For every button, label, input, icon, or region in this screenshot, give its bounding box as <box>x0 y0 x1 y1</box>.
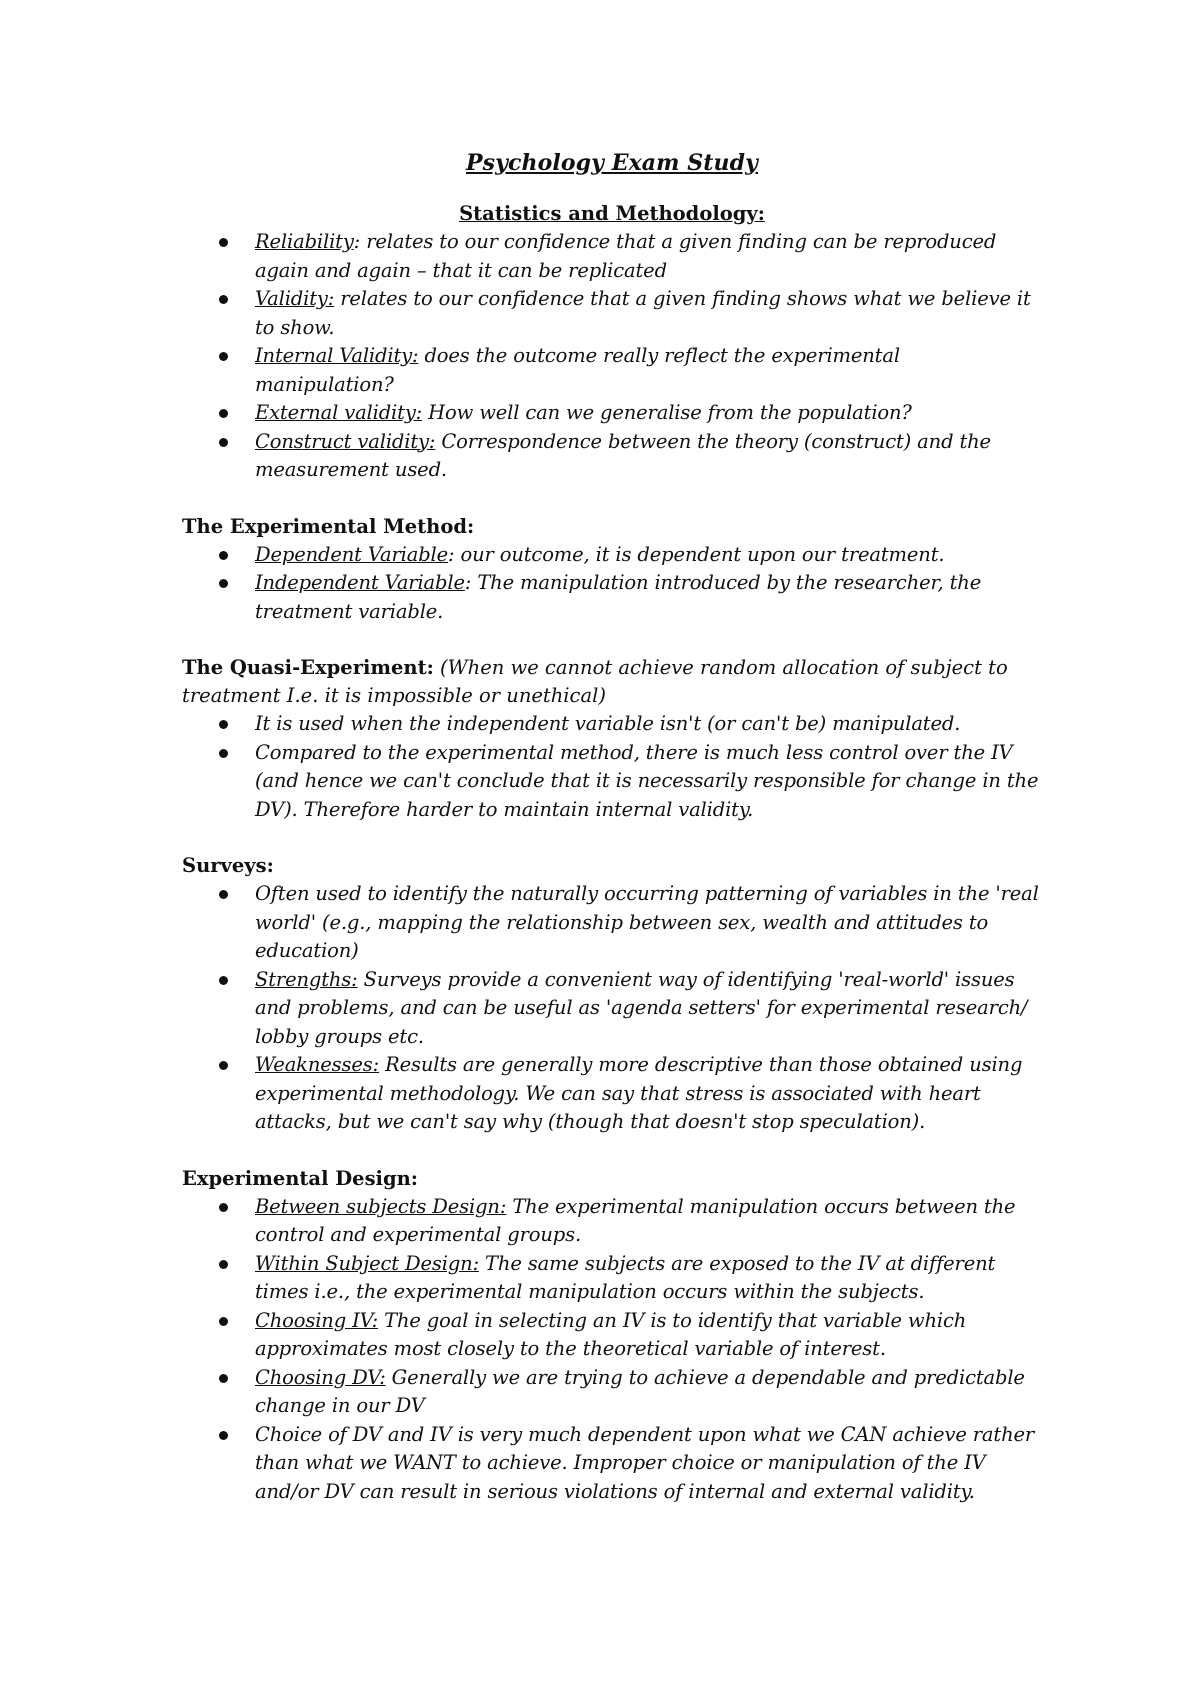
list-item <box>182 739 1042 825</box>
list-item <box>182 342 1042 399</box>
list-item <box>182 541 1042 570</box>
item-text: relates to our confidence that a given finding can be reproduced again and again – that it can be replicated <box>255 230 997 282</box>
document-body <box>182 200 1042 1506</box>
bullet-list <box>182 1193 1042 1507</box>
term-label: Reliability <box>255 230 354 253</box>
section-heading <box>182 513 1042 541</box>
item-text: It is used when the independent variable isn't (or can't be) manipulated. <box>255 712 961 735</box>
bullet-icon <box>219 1374 228 1383</box>
term-separator: : <box>448 542 455 566</box>
bullet-icon <box>219 890 228 899</box>
item-text: Results are generally more descriptive than those obtained using experimental methodology. We can say that stress is associated with heart attacks, but we can't say why (though that doesn't stop speculation). <box>255 1053 1023 1133</box>
item-text: does the outcome really reflect the experimental manipulation? <box>255 344 900 396</box>
section-heading <box>182 852 1042 880</box>
list-item <box>182 1421 1042 1507</box>
list-item <box>182 880 1042 966</box>
section-heading <box>182 200 1042 228</box>
list-item <box>182 428 1042 485</box>
item-text: Surveys provide a convenient way of identifying 'real-world' issues and problems, and can be useful as 'agenda setters' for experimental research/ lobby groups etc. <box>255 967 1028 1048</box>
item-text: Generally we are trying to achieve a dependable and predictable change in our DV <box>255 1365 1025 1417</box>
section <box>182 513 1042 627</box>
item-text: our outcome, it is dependent upon our treatment. <box>454 542 945 566</box>
section-heading-text: The Quasi-Experiment: <box>182 656 434 679</box>
bullet-icon <box>219 749 228 758</box>
list-item <box>182 228 1042 285</box>
list-item <box>182 569 1042 626</box>
list-item <box>182 1307 1042 1364</box>
section-heading <box>182 654 1042 710</box>
bullet-icon <box>219 976 228 985</box>
item-text: Choice of DV and IV is very much dependent upon what we CAN achieve rather than what we WANT to achieve. Improper choice or manipulation of the IV and/or DV can result in serious violations of internal and external validity. <box>255 1422 1035 1503</box>
list-item <box>182 710 1042 739</box>
section-heading-text: Statistics and Methodology: <box>459 202 765 225</box>
item-text: The goal in selecting an IV is to identify that variable which approximates most closely to the theoretical variable of interest. <box>255 1308 967 1360</box>
list-item <box>182 1051 1042 1137</box>
item-text: Compared to the experimental method, there is much less control over the IV (and hence we can't conclude that it is necessarily responsible for change in the DV). Therefore harder to maintain internal validity. <box>255 740 1039 821</box>
bullet-icon <box>219 409 228 418</box>
list-item <box>182 285 1042 342</box>
list-item <box>182 1364 1042 1421</box>
item-text: Correspondence between the theory (construct) and the measurement used. <box>255 429 991 481</box>
document-page <box>182 148 1042 1534</box>
item-text: The manipulation introduced by the researcher, the treatment variable. <box>255 571 982 623</box>
term-label: Choosing DV: <box>255 1365 386 1389</box>
bullet-icon <box>219 295 228 304</box>
term-label: Internal Validity: <box>255 344 419 367</box>
term-label: Weaknesses: <box>255 1053 380 1076</box>
term-label: External validity: <box>255 401 423 424</box>
term-label: Strengths: <box>255 967 358 991</box>
bullet-icon <box>219 1260 228 1269</box>
term-label: Choosing IV: <box>255 1308 379 1332</box>
list-item <box>182 966 1042 1052</box>
term-label: Validity: <box>255 287 335 310</box>
bullet-icon <box>219 1431 228 1440</box>
item-text: relates to our confidence that a given finding shows what we believe it to show. <box>255 287 1031 339</box>
list-item <box>182 1193 1042 1250</box>
bullet-icon <box>219 438 228 447</box>
term-label: Within Subject Design: <box>255 1251 479 1275</box>
section <box>182 1165 1042 1507</box>
bullet-list <box>182 541 1042 627</box>
bullet-icon <box>219 1061 228 1070</box>
bullet-icon <box>219 352 228 361</box>
section <box>182 200 1042 485</box>
bullet-icon <box>219 1203 228 1212</box>
bullet-icon <box>219 579 228 588</box>
bullet-list <box>182 228 1042 485</box>
section <box>182 654 1042 824</box>
section-heading-text: Surveys: <box>182 854 274 877</box>
section-intro: (When we cannot achieve random allocation of subject to treatment I.e. it is impossible or unethical) <box>182 656 1008 707</box>
term-label: Dependent Variable <box>255 542 449 566</box>
section-heading-text: The Experimental Method: <box>182 514 475 538</box>
bullet-icon <box>219 720 228 729</box>
list-item <box>182 399 1042 428</box>
term-separator: : <box>464 571 472 594</box>
item-text: The same subjects are exposed to the IV at different times i.e., the experimental manipulation occurs within the subjects. <box>255 1251 996 1303</box>
section-heading <box>182 1165 1042 1193</box>
term-label: Construct validity: <box>255 429 436 453</box>
section <box>182 852 1042 1137</box>
bullet-icon <box>219 1317 228 1326</box>
bullet-list <box>182 880 1042 1137</box>
item-text: How well can we generalise from the population? <box>422 401 912 424</box>
list-item <box>182 1250 1042 1307</box>
term-separator: : <box>353 230 361 253</box>
term-label: Independent Variable <box>255 571 465 594</box>
document-title: Psychology Exam Study <box>465 150 759 176</box>
bullet-icon <box>219 551 228 560</box>
section-heading-text: Experimental Design: <box>182 1166 418 1190</box>
item-text: The experimental manipulation occurs between the control and experimental groups. <box>255 1194 1016 1246</box>
bullet-list <box>182 710 1042 824</box>
item-text: Often used to identify the naturally occurring patterning of variables in the 'real world' (e.g., mapping the relationship between sex, wealth and attitudes to education) <box>255 882 1039 962</box>
bullet-icon <box>219 238 228 247</box>
term-label: Between subjects Design: <box>255 1194 507 1218</box>
